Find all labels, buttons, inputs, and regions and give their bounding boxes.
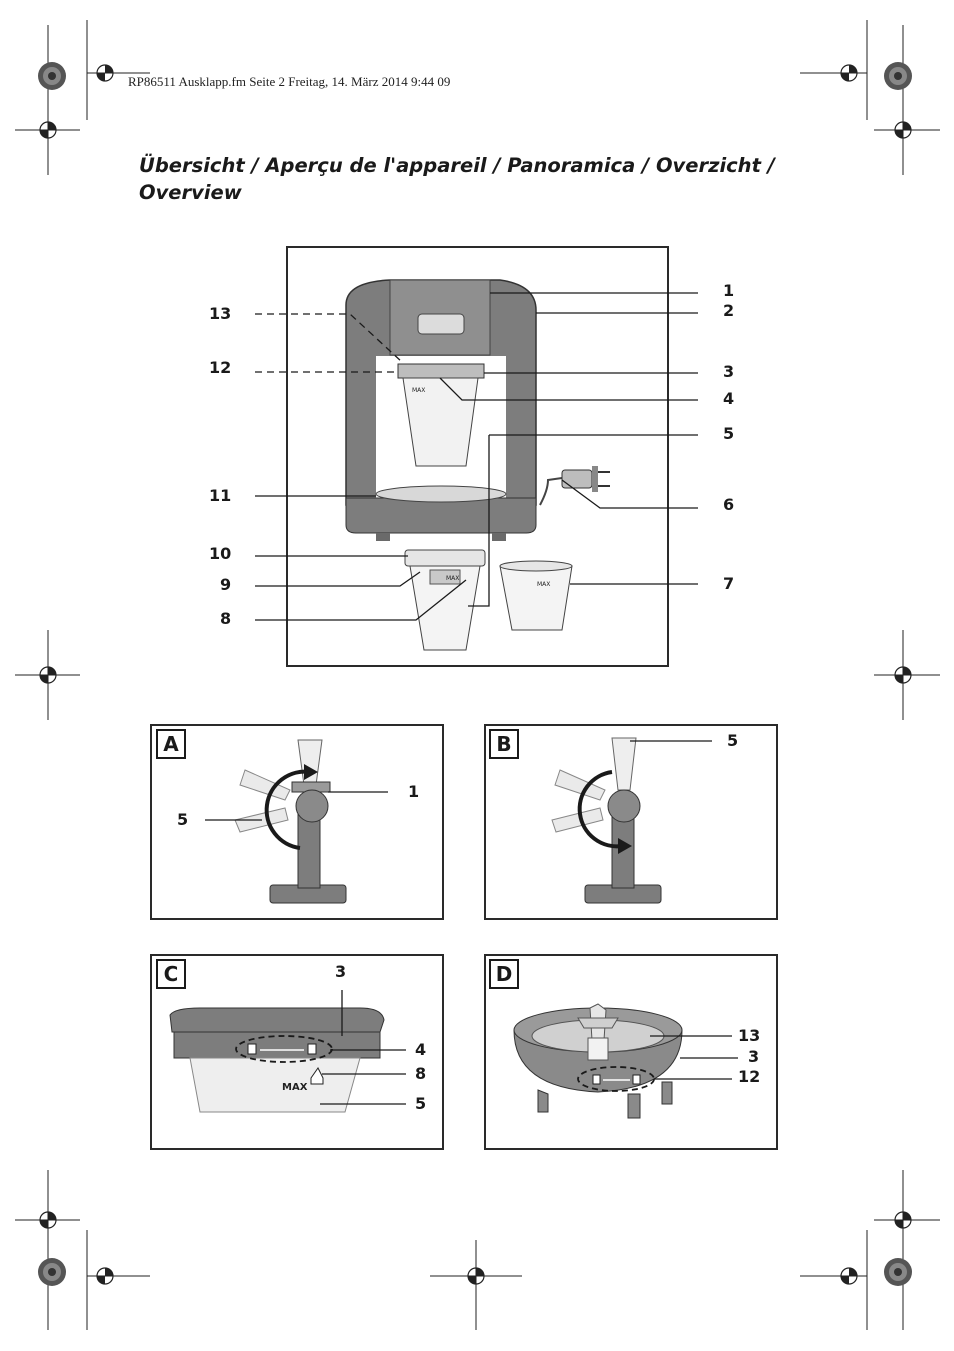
label-6: 6 [723,495,735,514]
panel-a-label-5: 5 [177,810,189,829]
panel-c-max-mark: MAX [282,1082,308,1093]
panel-a-letter: A [156,729,186,759]
label-7: 7 [723,574,735,593]
label-2: 2 [723,301,735,320]
label-8: 8 [220,609,232,628]
file-info-header: RP86511 Ausklapp.fm Seite 2 Freitag, 14. März 2014 9:44 09 [128,74,451,89]
panel-d-letter: D [489,959,519,989]
panel-c-label-4: 4 [415,1040,427,1059]
panel-d-label-13: 13 [738,1026,761,1045]
label-13: 13 [209,304,232,323]
page-title: Übersicht / Aperçu de l'appareil / Panoramica / Overzicht / Overview [139,154,775,204]
label-1: 1 [723,281,735,300]
max-mark-cup-7: MAX [537,581,551,588]
panel-a-label-1: 1 [408,782,420,801]
label-4: 4 [723,389,735,408]
label-3: 3 [723,362,735,381]
panel-c-label-8: 8 [415,1064,427,1083]
panel-c-label-3: 3 [335,962,347,981]
label-10: 10 [209,544,232,563]
panel-c-letter: C [156,959,186,989]
label-11: 11 [209,486,232,505]
panel-d-label-3: 3 [748,1047,760,1066]
panel-c-label-5: 5 [415,1094,427,1113]
max-mark-cup: MAX [446,575,460,582]
panel-b-letter: B [489,729,519,759]
label-9: 9 [220,575,232,594]
label-5: 5 [723,424,735,443]
max-mark-mounted: MAX [412,387,426,394]
label-12: 12 [209,358,232,377]
panel-b-label-5: 5 [727,731,739,750]
panel-d-label-12: 12 [738,1067,761,1086]
